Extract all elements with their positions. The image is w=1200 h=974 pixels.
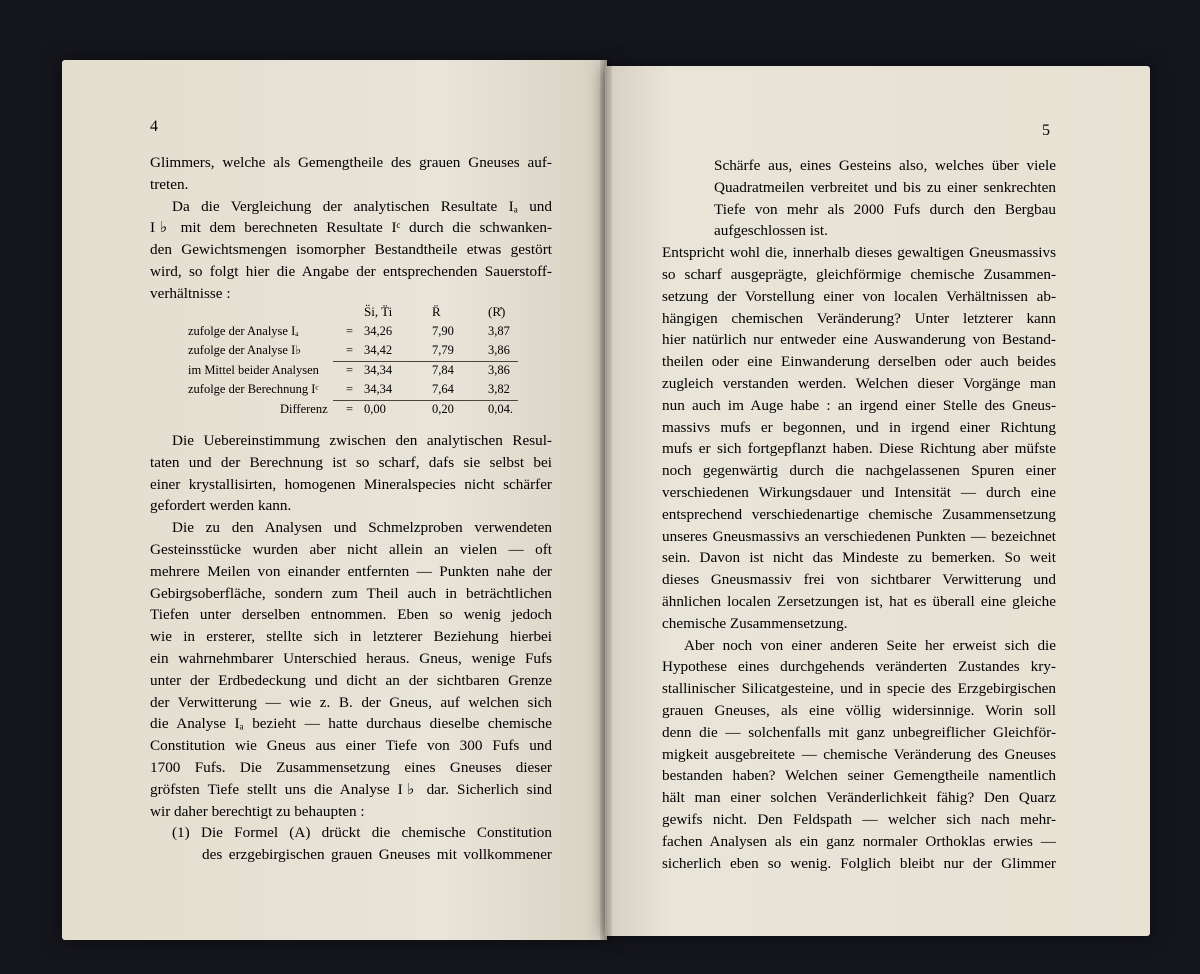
cell-value: 34,26	[364, 323, 393, 338]
table-header: R̈	[432, 304, 441, 319]
text-line: wird, so folgt hier die Angabe der entsprechenden Sauerstoff-	[150, 262, 552, 280]
cell-value: 0,04.	[488, 401, 513, 416]
text-line: ähnlichen localen Zersetzungen ist, hat es überall eine gleiche	[662, 592, 1056, 610]
text-line: hängigen chemischen Veränderung? Unter letzterer kann	[662, 309, 1056, 327]
cell-value: 7,64	[432, 382, 454, 396]
table-header-row	[188, 302, 518, 322]
text-line: treten.	[150, 175, 189, 193]
text-line: Tiefe von mehr als 2000 Fufs durch den Bergbau	[714, 200, 1056, 218]
text-line: gröfsten Tiefe stellt uns die Analyse I♭ dar. Sicherlich sind	[150, 780, 552, 798]
text-line: mufs er sich fortgepflanzt haben. Diese Richtung aber müfste	[662, 440, 1056, 458]
table-header: S̈i, T̈i	[364, 304, 393, 319]
cell-value: 3,87	[488, 323, 510, 338]
text-line: der Verwitterung — wie z. B. der Gneus, auf welchen sich	[150, 693, 552, 711]
text-line: grauen Gneuses, als eine völlig widersinnige. Worin soll	[662, 701, 1056, 719]
table-header: (R̊)	[488, 304, 506, 319]
cell-value: 3,86	[488, 343, 510, 357]
text-line: Aber noch von einer anderen Seite her erweist sich die	[684, 636, 1056, 654]
equals-sign: =	[346, 343, 354, 357]
cell-value: 7,84	[432, 362, 454, 377]
text-line: denn die — solchenfalls mit ganz unbegreiflicher Gleichför-	[662, 723, 1056, 741]
text-line: unseres Gneusmassivs an verschiedenen Punkten — bezeichnet	[662, 527, 1056, 545]
text-line: aufgeschlossen ist.	[714, 222, 828, 240]
equals-sign: =	[346, 362, 354, 377]
text-line: wie in ersterer, stellte sich in letzterer Beziehung hierbei	[150, 628, 552, 646]
text-line: Glimmers, welche als Gemengtheile des grauen Gneuses auf-	[150, 154, 552, 171]
row-label: zufolge der Analyse I♭	[188, 343, 302, 357]
left-text-bottom	[150, 430, 552, 866]
cell-value: 34,34	[364, 362, 393, 377]
text-line: noch gegenwärtig durch die nachgelassenen Spuren einer	[662, 462, 1056, 480]
text-line: Constitution wie Gneus aus einer Tiefe von 300 Fufs und	[150, 737, 552, 755]
text-line: nun auch im Auge habe : an irgend einer Stelle des Gneus-	[662, 396, 1056, 414]
text-line: des erzgebirgischen grauen Gneuses mit vollkommener	[202, 846, 552, 864]
text-line: Gebirgsoberfläche, sondern zum Theil auch in beträchtlichen	[150, 584, 552, 602]
text-line: mehrere Meilen von einander entfernten — Punkten nahe der	[150, 562, 552, 580]
cell-value: 0,00	[364, 401, 386, 416]
text-line: einer krystallisirten, homogenen Mineralspecies nicht schärfer	[150, 475, 552, 493]
text-line: unter der Erdbedeckung und dicht an der sichtbaren Grenze	[150, 671, 552, 689]
text-line: dieses Gneusmassiv frei von sichtbarer Verwitterung und	[662, 571, 1056, 589]
text-line: wir daher berechtigt zu behaupten :	[150, 802, 365, 820]
row-label: im Mittel beider Analysen	[188, 362, 319, 377]
text-line: stallinischer Silicatgesteine, und in specie des Erzgebirgischen	[662, 680, 1056, 698]
text-line: migkeit ausgebreitete — chemische Veränderung des Gneuses	[662, 745, 1056, 763]
text-line: I♭ mit dem berechneten Resultate Iᶜ durch die schwanken-	[150, 219, 552, 237]
text-line: zugleich verstanden werden. Welchen dieser Vorgänge man	[662, 374, 1056, 392]
equals-sign: =	[346, 401, 354, 416]
right-text	[662, 155, 1056, 874]
cell-value: 34,42	[364, 343, 393, 357]
text-line: gewifs nicht. Den Feldspath — welcher sich nach mehr-	[662, 810, 1056, 828]
text-line: hier natürlich nur entweder eine Auswanderung von Bestand-	[662, 331, 1056, 349]
text-line: massivs mufs er begonnen, und in irgend einer Richtung	[662, 418, 1056, 436]
table-row	[188, 380, 518, 400]
text-line: Da die Vergleichung der analytischen Resultate Iₐ und	[172, 197, 552, 215]
table-row	[188, 400, 518, 420]
text-line: den Gewichtsmengen isomorpher Bestandtheile etwas gestört	[150, 241, 552, 259]
page-number-right: 5	[1042, 122, 1050, 139]
cell-value: 0,20	[432, 401, 454, 416]
text-line: verschiedenen Wirkungsdauer und Intensität — durch eine	[662, 483, 1056, 501]
text-line: bestanden haben? Welchen seiner Gemengtheile namentlich	[662, 767, 1056, 785]
text-line: setzung der Vorstellung einer von localen Verhältnissen ab-	[662, 287, 1056, 305]
text-line: sein. Davon ist nicht das Mindeste zu bemerken. So weit	[662, 549, 1056, 567]
text-line: Hypothese eines durchgehends veränderten Zustandes kry-	[662, 658, 1056, 676]
cell-value: 34,34	[364, 382, 393, 396]
cell-value: 3,86	[488, 362, 510, 377]
text-line: theilen oder eine Einwanderung derselben oder auch beides	[662, 353, 1056, 371]
text-line: hält man einer solchen Veränderlichkeit fähig? Den Quarz	[662, 789, 1056, 807]
oxygen-ratio-table	[188, 302, 518, 419]
cell-value: 7,90	[432, 323, 454, 338]
table-row	[188, 341, 518, 361]
text-line: so scharf ausgeprägte, gleichförmige chemische Zusammen-	[662, 265, 1056, 283]
text-line: chemische Zusammensetzung.	[662, 614, 848, 632]
text-line: Tiefen unter derselben entnommen. Eben so wenig jedoch	[150, 606, 552, 624]
book-gutter	[600, 60, 612, 940]
text-line: entsprechend verschiedenartige chemische Zusammensetzung	[662, 505, 1056, 523]
equals-sign: =	[346, 382, 354, 396]
text-line: Gesteinsstücke wurden aber nicht allein an vielen — oft	[150, 540, 552, 558]
row-label: zufolge der Analyse Iₐ	[188, 323, 299, 338]
row-label: Differenz	[280, 401, 328, 416]
text-line: (1) Die Formel (A) drückt die chemische Constitution	[172, 824, 552, 842]
page-number-left: 4	[150, 118, 158, 135]
left-text-top	[150, 152, 552, 305]
text-line: Quadratmeilen verbreitet und bis zu einer senkrechten	[714, 178, 1056, 196]
row-label: zufolge der Berechnung Iᶜ	[188, 382, 319, 396]
text-line: Entspricht wohl die, innerhalb dieses gewaltigen Gneusmassivs	[662, 244, 1056, 262]
cell-value: 7,79	[432, 343, 454, 357]
cell-value: 3,82	[488, 382, 510, 396]
text-line: Die zu den Analysen und Schmelzproben verwendeten	[172, 519, 552, 537]
text-line: verhältnisse :	[150, 284, 231, 302]
text-line: Die Uebereinstimmung zwischen den analytischen Resul-	[172, 432, 552, 449]
table-row	[188, 322, 518, 342]
equals-sign: =	[346, 323, 354, 338]
table-row	[188, 361, 518, 381]
text-line: gefordert werden kann.	[150, 497, 292, 515]
text-line: die Analyse Iₐ bezieht — hatte durchaus dieselbe chemische	[150, 715, 552, 733]
text-line: taten und der Berechnung ist so scharf, dafs sie selbst bei	[150, 453, 552, 471]
text-line: ein wahrnehmbarer Unterschied heraus. Gneus, wenige Fufs	[150, 649, 552, 667]
text-line: 1700 Fufs. Die Zusammensetzung eines Gneuses dieser	[150, 758, 552, 776]
text-line: sicherlich eben so wenig. Folglich bleibt nur der Glimmer	[662, 854, 1056, 872]
text-line: Schärfe aus, eines Gesteins also, welches über viele	[714, 157, 1056, 174]
text-line: fachen Analysen als ein ganz normaler Orthoklas erwies —	[662, 832, 1056, 850]
